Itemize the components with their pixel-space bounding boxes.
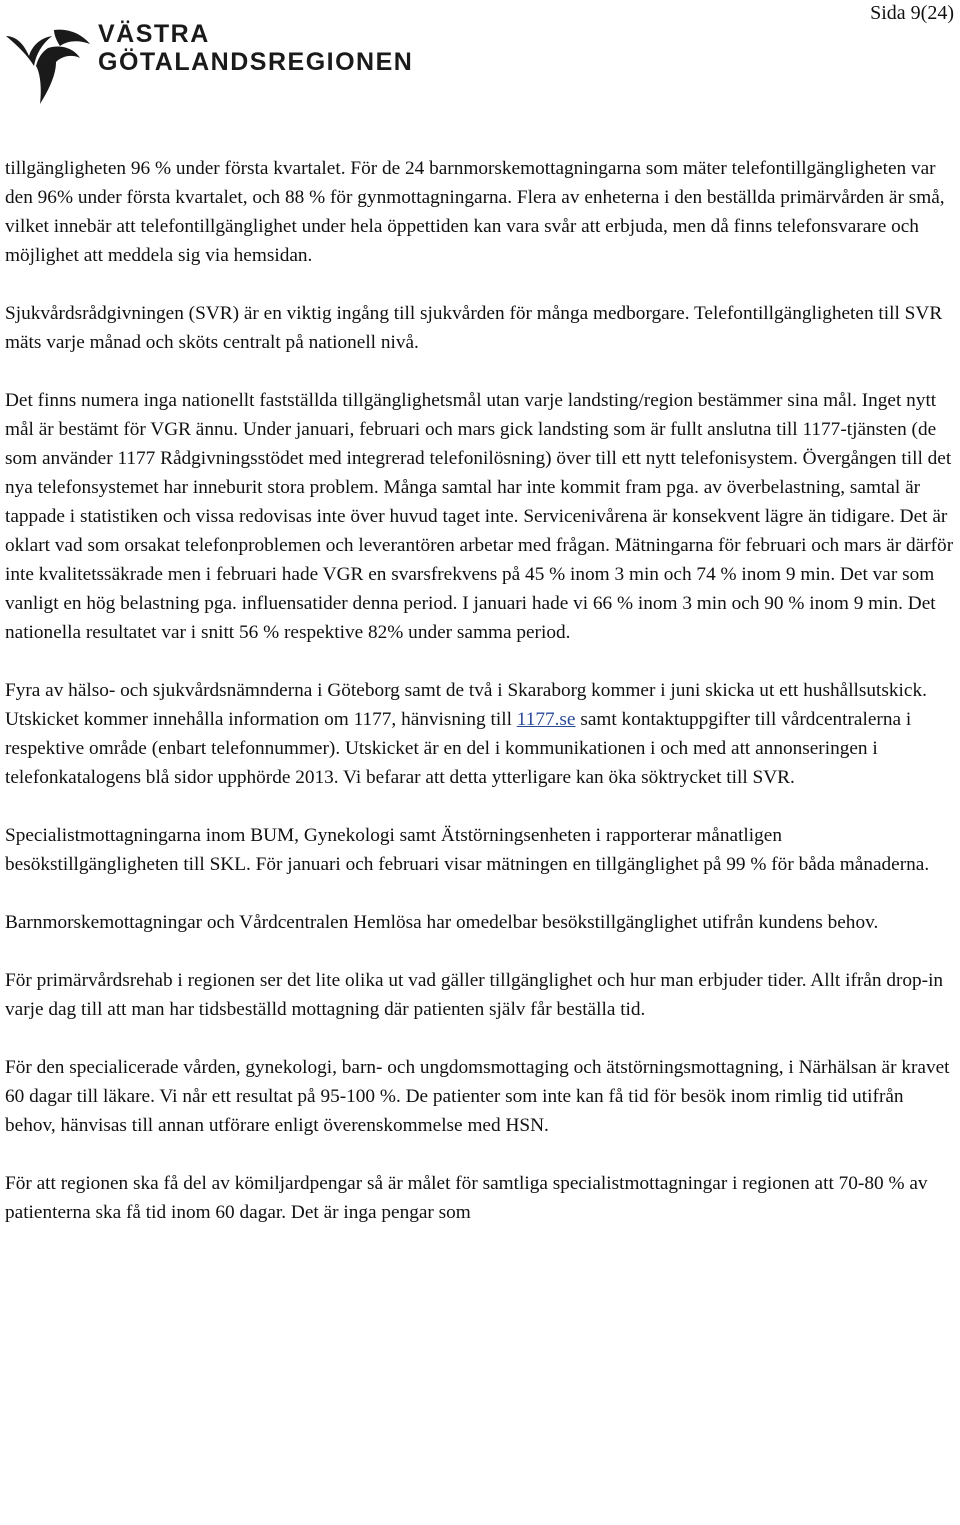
vgr-logo [2, 20, 414, 110]
paragraph: För primärvårdsrehab i regionen ser det lite olika ut vad gäller tillgänglighet och hur man erbjuder tider. Allt ifrån drop-in varje dag till att man har tidsbeställd mottagning där patienten själv får beställa tid. [5, 970, 944, 1020]
vgr-emblem-icon [2, 26, 94, 112]
paragraph: tillgängligheten 96 % under första kvartalet. För de 24 barnmorskemottagningarna som mäter telefontillgängligheten var den 96% under första kvartalet, och 88 % för gynmottagningarna. Flera av enheterna i den beställda primärvården är små, vilket innebär att telefontillgänglighet under hela öppettiden kan vara svår att erbjuda, men då finns telefonsvarare och möjlighet att meddela sig via hemsidan. [5, 158, 945, 266]
page-number: Sida 9(24) [870, 2, 954, 24]
paragraph: För den specialicerade vården, gynekologi, barn- och ungdomsmottaging och ätstörningsmottagning, i Närhälsan är kravet 60 dagar till läkare. Vi når ett resultat på 95-100 %. De patienter som inte kan få tid för besök inom rimlig tid utifrån behov, hänvisas till annan utförare enligt överenskommelse med HSN. [5, 1057, 950, 1136]
link-1177[interactable]: 1177.se [516, 709, 576, 730]
paragraph: För att regionen ska få del av kömiljardpengar så är målet för samtliga specialistmottagningar i regionen att 70-80 % av patienterna ska få tid inom 60 dagar. Det är inga pengar som [5, 1173, 928, 1223]
logo-line-1: VÄSTRA [98, 20, 210, 48]
paragraph: Barnmorskemottagningar och Vårdcentralen Hemlösa har omedelbar besökstillgänglighet utifrån kundens behov. [5, 912, 879, 933]
paragraph [5, 676, 957, 792]
paragraph-text: Fyra av hälso- och sjukvårdsnämnderna i Göteborg samt de två i Skaraborg kommer i juni skicka ut ett hushållsutskick. Utskicket kommer innehålla information om 1177, hänvisning till [5, 680, 927, 730]
paragraph: Specialistmottagningarna inom BUM, Gynekologi samt Ätstörningsenheten i rapporterar månatligen besökstillgängligheten till SKL. För januari och februari visar mätningen en tillgänglighet på 99 % för båda månaderna. [5, 825, 930, 875]
paragraph: Sjukvårdsrådgivningen (SVR) är en viktig ingång till sjukvården för många medborgare. Telefontillgängligheten till SVR mäts varje månad och sköts centralt på nationell nivå. [5, 303, 943, 353]
paragraph-text: samt kontaktuppgifter till vårdcentralerna i respektive område (enbart telefonnummer). Utskicket är en del i kommunikationen i och med att annonseringen i telefonkatalogens blå sidor upphörde 2013. Vi befarar att detta ytterligare kan öka söktrycket till SVR. [5, 709, 912, 788]
paragraph: Det finns numera inga nationellt fastställda tillgänglighetsmål utan varje landsting/region bestämmer sina mål. Inget nytt mål är bestämt för VGR ännu. Under januari, februari och mars gick landsting som är fullt anslutna till 1177-tjänsten (de som använder 1177 Rådgivningsstödet med integrerad telefonilösning) över till ett nytt telefonisystem. Övergången till det nya telefonsystemet har inneburit stora problem. Många samtal har inte kommit fram pga. av överbelastning, samtal är tappade i statistiken och vissa redovisas inte över huvud taget inte. Servicenivårena är konsekvent lägre än tidigare. Det är oklart vad som orsakat telefonproblemen och leverantören arbetar med frågan. Mätningarna för februari och mars är därför inte kvalitetssäkrade men i februari hade VGR en svarsfrekvens på 45 % inom 3 min och 74 % inom 9 min. Det var som vanligt en hög belastning pga. influensatider denna period. I januari hade vi 66 % inom 3 min och 90 % inom 9 min. Det nationella resultatet var i snitt 56 % respektive 82% under samma period. [5, 390, 954, 643]
logo-line-2: GÖTALANDSREGIONEN [98, 48, 414, 76]
document-body [5, 154, 957, 1256]
